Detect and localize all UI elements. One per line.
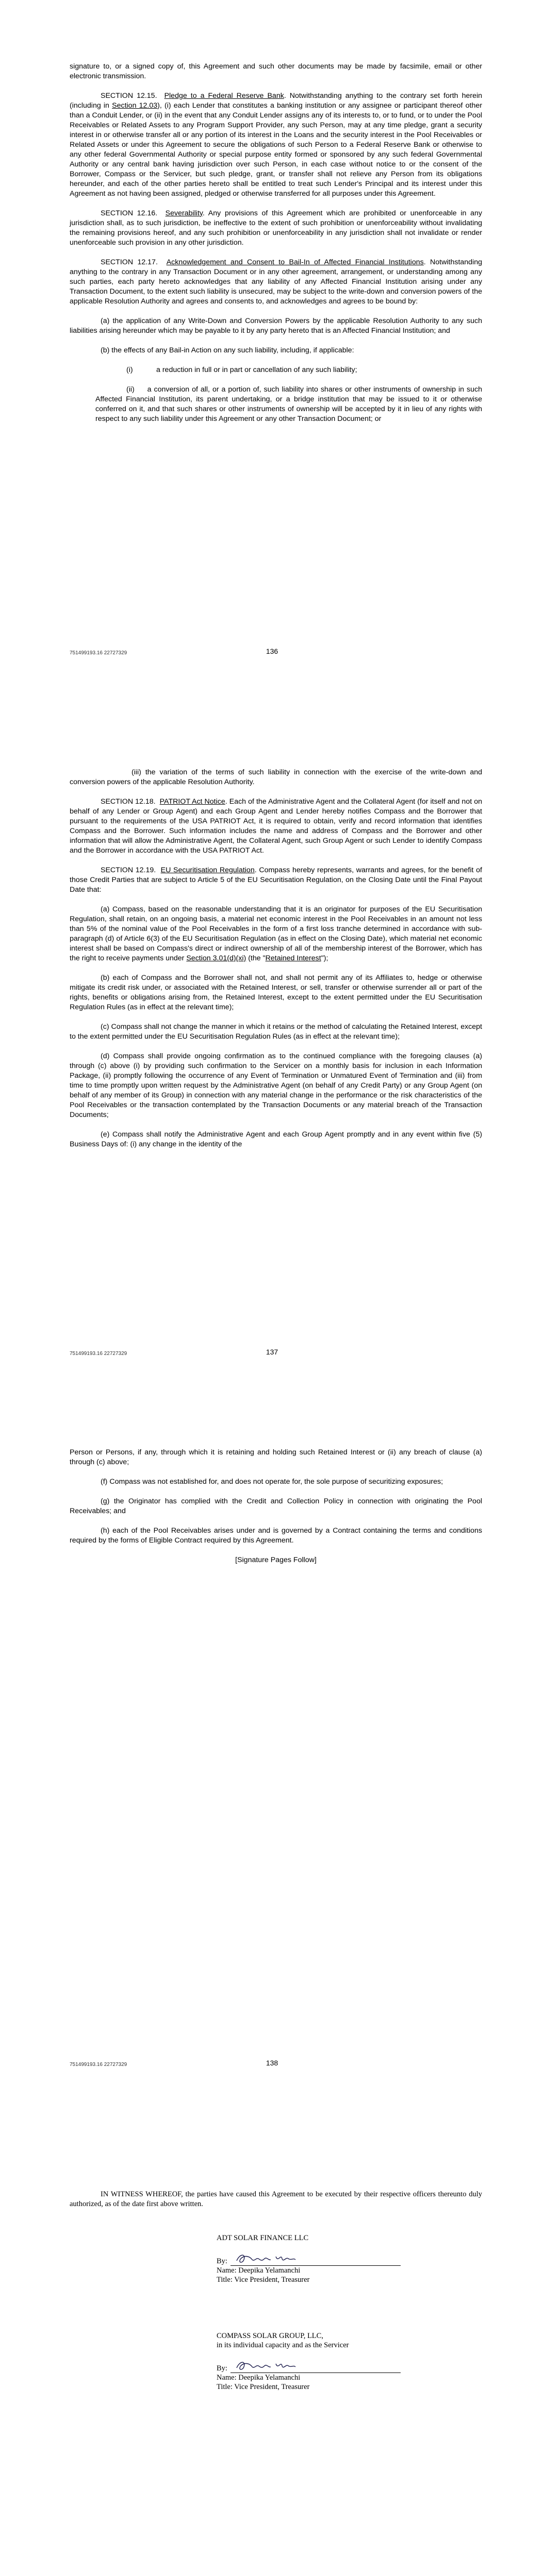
signer-title: Title: Vice President, Treasurer xyxy=(217,2383,310,2391)
signature-block-adt-solar-finance xyxy=(217,2233,464,2284)
party-capacity: in its individual capacity and as the Servicer xyxy=(217,2341,349,2349)
section-number: SECTION 12.15. xyxy=(101,92,157,100)
defined-term: Retained Interest xyxy=(265,954,321,962)
section-number: SECTION 12.16. xyxy=(101,209,158,217)
section-12-16: SECTION 12.16. Severability. Any provisions of this Agreement which are prohibited or unenforceable in any jurisdiction shall, as to such jurisdiction, be ineffective to the extent of such prohibition or unenforceability without invalidating the remaining provisions hereof, and any such prohibition or unenforceability in any jurisdiction shall not invalidate or render unenforceable such provision in any other jurisdiction. xyxy=(70,209,482,247)
clause-b: (b) the effects of any Bail-in Action on any such liability, including, if applicable: xyxy=(101,346,354,354)
page-138-body xyxy=(70,1448,482,1575)
section-number: SECTION 12.17. xyxy=(101,258,158,266)
section-12-17: SECTION 12.17. Acknowledgement and Consent to Bail-In of Affected Financial Institutions. Notwithstanding anything to the contrary in any Transaction Document or in any other agreement, arrangement, or understanding among any such parties, each party hereto acknowledges that any liability of any Affected Financial Institution arising under any Transaction Document, to the extent such liability is unsecured, may be subject to the write-down and conversion powers of the applicable Resolution Authority and agrees and consents to, and acknowledges and agrees to be bound by: xyxy=(70,258,482,306)
page-number: 136 xyxy=(266,647,278,655)
handwritten-signature xyxy=(235,2359,312,2372)
page-137 xyxy=(0,716,544,1386)
page-137-body xyxy=(70,768,482,1159)
clause-e: (e) Compass shall notify the Administrative Agent and each Group Agent promptly and in any event within five (5) Business Days of: (i) any change in the identity of the xyxy=(70,1130,482,1148)
section-title: Severability xyxy=(165,209,203,217)
section-12-19: SECTION 12.19. EU Securitisation Regulation. Compass hereby represents, warrants and agrees, for the benefit of those Credit Parties that are subject to Article 5 of the EU Securitisation Regulation, on the Closing Date until the Final Payout Date that: xyxy=(70,866,482,894)
clause-f: (f) Compass was not established for, and does not operate for, the sole purpose of securitizing exposures; xyxy=(101,1478,443,1486)
page-136-body xyxy=(70,62,482,434)
signer-name: Name: Deepika Yelamanchi xyxy=(217,2374,301,2382)
cross-reference: Section 12.03 xyxy=(112,101,158,110)
party-name: COMPASS SOLAR GROUP, LLC, xyxy=(217,2332,323,2340)
cross-reference: Section 3.01(d)(xi) xyxy=(186,954,246,962)
page-136 xyxy=(0,0,544,680)
signer-title: Title: Vice President, Treasurer xyxy=(217,2276,310,2284)
section-12-18: SECTION 12.18. PATRIOT Act Notice. Each of the Administrative Agent and the Collateral Agent (for itself and not on behalf of any Lender or Group Agent) and each Group Agent and Lender hereby notifies Compass and the Borrower that pursuant to the requirements of the USA PATRIOT Act, it is required to obtain, verify and record information that identifies Compass and the Borrower. Such information includes the name and address of Compass and the Borrower and other information that will allow the Administrative Agent, the Collateral Agent, such Group Agent or such Lender to identify Compass and the Borrower in accordance with the USA PATRIOT Act. xyxy=(70,798,482,855)
clause-a: (a) the application of any Write-Down and Conversion Powers by the applicable Resolution Authority to any such liabilities arising hereunder which may be payable to it by any party hereto that is an Affected Financial Institution; and xyxy=(70,317,482,335)
clause-e-continued: Person or Persons, if any, through which it is retaining and holding such Retained Interest or (ii) any breach of clause (a) through (c) above; xyxy=(70,1448,482,1466)
section-title: EU Securitisation Regulation xyxy=(160,866,255,874)
page-138 xyxy=(0,1412,544,2092)
signature-block-compass-solar-group xyxy=(217,2331,464,2392)
clause-b-i: (i) a reduction in full or in part or cancellation of any such liability; xyxy=(126,366,357,374)
document-id: 751499193.16 22727329 xyxy=(70,650,127,656)
signer-name: Name: Deepika Yelamanchi xyxy=(217,2266,301,2275)
section-title: Pledge to a Federal Reserve Bank xyxy=(164,92,284,100)
clause-d: (d) Compass shall provide ongoing confirmation as to the continued compliance with the foregoing clauses (a) through (c) above (i) by providing such confirmation to the Servicer on a monthly basis for inclusion in each Information Package, (ii) promptly following the occurrence of any Event of Termination or Unmatured Event of Termination and (iii) from time to time promptly upon written request by the Administrative Agent (on behalf of any Credit Party) or any Group Agent (on behalf of any member of its Group) in connection with any material change in the performance or the risk characteristics of the Pool Receivables or the transaction contemplated by the Transaction Documents or any material breach of the Transaction Documents; xyxy=(70,1052,482,1119)
in-witness-whereof: IN WITNESS WHEREOF, the parties have caused this Agreement to be executed by their respective officers thereunto duly authorized, as of the date first above written. xyxy=(70,2190,482,2208)
handwritten-signature xyxy=(235,2251,312,2265)
clause-c: (c) Compass shall not change the manner in which it retains or the method of calculating the Retained Interest, except to the extent permitted under the EU Securitisation Regulation Rules (as in effect at the relevant time); xyxy=(70,1023,482,1041)
document-id: 751499193.16 22727329 xyxy=(70,2062,127,2067)
section-12-15: SECTION 12.15. Pledge to a Federal Reserve Bank. Notwithstanding anything to the contrary set forth herein (including in Section 12.03), (i) each Lender that constitutes a banking institution or any assignee or participant thereof other than a Conduit Lender, or (ii) in the event that any Conduit Lender assigns any of its interests to, or to fund, or to under the Pool Receivables or Related Assets to any Program Support Provider, any such Person, may at any time pledge, grant a security interest in or otherwise transfer all or any portion of its interest in the Loans and the security interest in the Pool Receivables or Related Assets or under this Agreement to secure the obligations of such Person to a Federal Reserve Bank or otherwise to any other federal Governmental Authority or special purpose entity formed or sponsored by any such federal Governmental Authority or any central bank having jurisdiction over such Person, in each case without notice to or the consent of the Borrower, Compass or the Servicer, but such pledge, grant, or transfer shall not relieve any Person from its obligations hereunder, and each of the other parties hereto shall be entitled to treat such Lender's Principal and its interest under this Agreement as not having been assigned, pledged or otherwise transferred for all purposes under this Agreement. xyxy=(70,92,483,198)
signature-line xyxy=(217,2252,464,2266)
clause-b: (b) each of Compass and the Borrower shall not, and shall not permit any of its Affiliates to, hedge or otherwise mitigate its credit risk under, or associated with the Retained Interest, or sell, transfer or otherwise surrender all or part of the rights, benefits or obligations arising from, the Retained Interest, except to the extent permitted under the EU Securitisation Regulation Rules (as in effect at the relevant time); xyxy=(70,974,482,1011)
clause-b-iii: (iii) the variation of the terms of such liability in connection with the exercise of the write-down and conversion powers of the applicable Resolution Authority. xyxy=(70,768,482,786)
document-id: 751499193.16 22727329 xyxy=(70,1351,127,1357)
signature-pages-follow: [Signature Pages Follow] xyxy=(235,1556,317,1564)
section-title: Acknowledgement and Consent to Bail-In of Affected Financial Institutions xyxy=(166,258,424,266)
clause-b-ii: (ii) a conversion of all, or a portion of, such liability into shares or other instruments of ownership in such Affected Financial Institution, its parent undertaking, or a bridge institution that may be issued to it or otherwise conferred on it, and that such shares or other instruments of ownership will be accepted by it in lieu of any rights with respect to any such liability under this Agreement or any other Transaction Document; or xyxy=(95,385,482,423)
page-number: 138 xyxy=(266,2059,278,2067)
paragraph-execution-in-counterparts: signature to, or a signed copy of, this Agreement and such other documents may be made by facsimile, email or other electronic transmission. xyxy=(70,62,482,80)
clause-h: (h) each of the Pool Receivables arises under and is governed by a Contract containing the terms and conditions required by the forms of Eligible Contract required by this Agreement. xyxy=(70,1527,482,1545)
by-label: By: xyxy=(217,2364,227,2372)
section-number: SECTION 12.18. xyxy=(101,798,156,806)
by-label: By: xyxy=(217,2257,227,2265)
section-title: PATRIOT Act Notice xyxy=(159,798,225,806)
signature-line xyxy=(217,2359,464,2373)
party-name: ADT SOLAR FINANCE LLC xyxy=(217,2234,309,2242)
signature-page xyxy=(0,2112,544,2576)
clause-a: (a) Compass, based on the reasonable understanding that it is an originator for purposes of the EU Securitisation Regulation, shall retain, on an ongoing basis, a material net economic interest in the Pool Receivables in an amount not less than 5% of the nominal value of the Pool Receivables in the form of a first loss tranche determined in accordance with sub-paragraph (d) of Article 6(3) of the EU Securitisation Regulation (as in effect on the Closing Date), which material net economic interest shall be based on Compass's direct or indirect ownership of all of the membership interest of the Borrower, which has the right to receive payments under Section 3.01(d)(xi) (the "Retained Interest"); xyxy=(70,905,482,962)
clause-g: (g) the Originator has complied with the Credit and Collection Policy in connection with originating the Pool Receivables; and xyxy=(70,1497,482,1515)
page-number: 137 xyxy=(266,1348,278,1356)
section-number: SECTION 12.19. xyxy=(101,866,156,874)
